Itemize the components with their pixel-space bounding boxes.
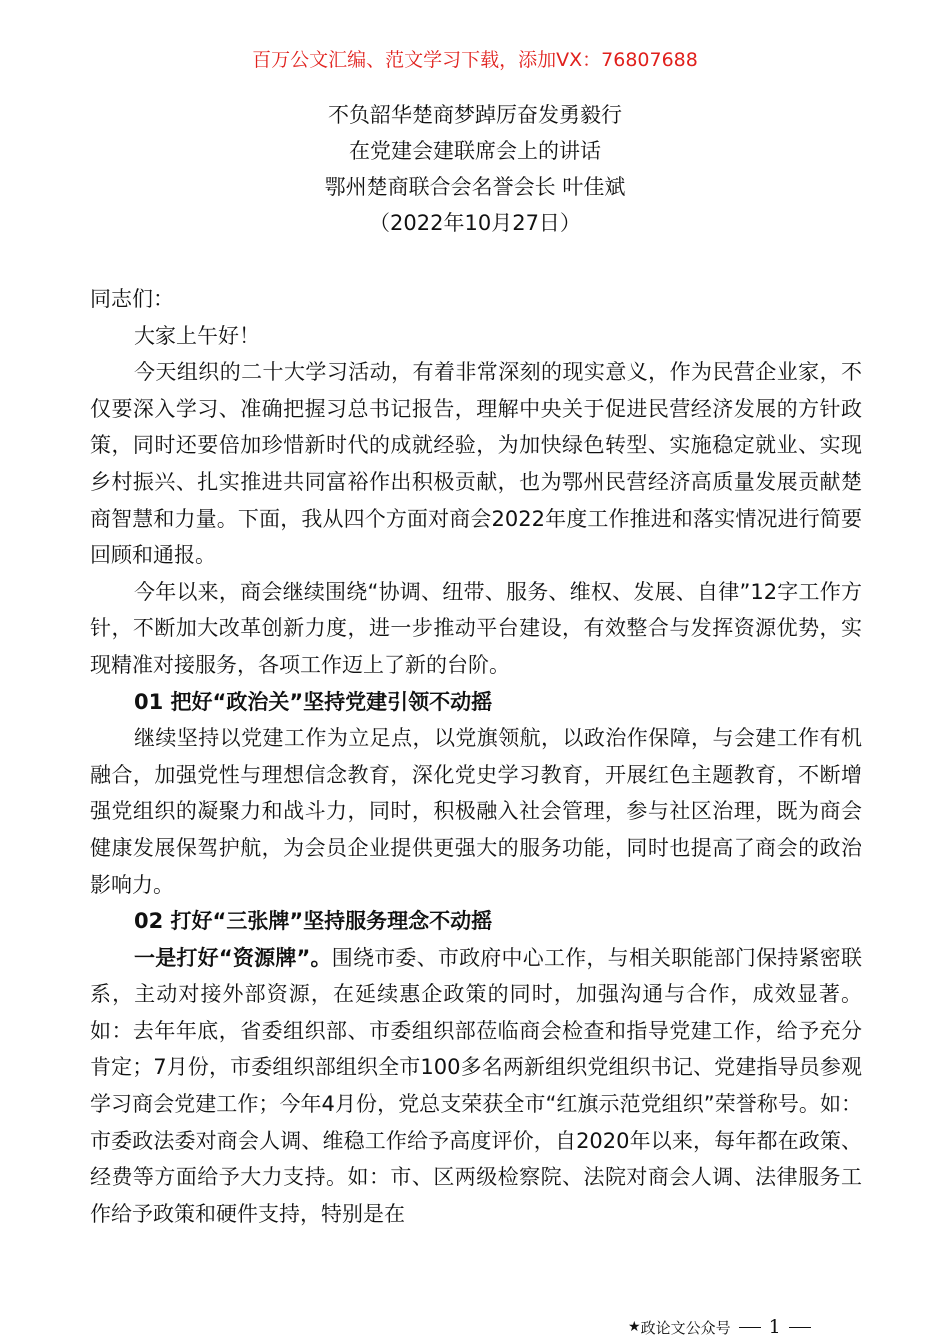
section-heading-01: 01 把好“政治关”坚持党建引领不动摇 bbox=[134, 689, 493, 714]
speech-date: （2022年10月27日） bbox=[369, 211, 581, 235]
speaker-line: 鄂州楚商联合会名誉会长 叶佳斌 bbox=[324, 175, 626, 199]
speech-title: 不负韶华楚商梦踔厉奋发勇毅行 bbox=[328, 103, 622, 127]
greeting: 大家上午好！ bbox=[134, 323, 260, 348]
star-icon: ★ bbox=[628, 1319, 641, 1335]
paragraph-resources bbox=[90, 940, 862, 1233]
paragraph-lead: 一是打好“资源牌”。 bbox=[134, 945, 332, 970]
paragraph-resources-text: 围绕市委、市政府中心工作，与相关职能部门保持紧密联系，主动对接外部资源，在延续惠企政策的同时，加强沟通与合作，成效显著。如：去年年底，省委组织部、市委组织部莅临商会检查和指导党建工作，给予充分肯定；7月份，市委组织部组织全市100多名两新组织党组织书记、党建指导员参观学习商会党建工作；今年4月份，党总支荣获全市“红旗示范党组织”荣誉称号。如：市委政法委对商会人调、维稳工作给予高度评价，自2020年以来，每年都在政策、经费等方面给予大力支持。如：市、区两级检察院、法院对商会人调、法律服务工作给予政策和硬件支持，特别是在 bbox=[90, 945, 862, 1226]
title-block bbox=[0, 97, 950, 241]
paragraph-intro: 今天组织的二十大学习活动，有着非常深刻的现实意义，作为民营企业家，不仅要深入学习、准确把握习总书记报告，理解中央关于促进民营经济发展的方针政策，同时还要倍加珍惜新时代的成就经验，为加快绿色转型、实施稳定就业、实现乡村振兴、扎实推进共同富裕作出积极贡献，也为鄂州民营经济高质量发展贡献楚商智慧和力量。下面，我从四个方面对商会2022年度工作推进和落实情况进行简要回顾和通报。 bbox=[90, 360, 862, 568]
footer-dash-right bbox=[789, 1327, 811, 1328]
speech-subtitle: 在党建会建联席会上的讲话 bbox=[349, 139, 601, 163]
speech-body bbox=[90, 281, 862, 1232]
footer-source: 政论文公众号 bbox=[640, 1318, 731, 1337]
section-heading-02: 02 打好“三张牌”坚持服务理念不动摇 bbox=[134, 909, 493, 934]
footer-dash-left bbox=[739, 1327, 761, 1328]
page-footer bbox=[628, 1313, 819, 1341]
paragraph-overview: 今年以来，商会继续围绕“协调、纽带、服务、维权、发展、自律”12字工作方针，不断加大改革创新力度，进一步推动平台建设，有效整合与发挥资源优势，实现精准对接服务，各项工作迈上了新的台阶。 bbox=[90, 579, 862, 677]
watermark-banner: 百万公文汇编、范文学习下载，添加VX：76807688 bbox=[252, 49, 698, 71]
paragraph-party-building: 继续坚持以党建工作为立足点，以党旗领航，以政治作保障，与会建工作有机融合，加强党性与理想信念教育，深化党史学习教育，开展红色主题教育，不断增强党组织的凝聚力和战斗力，同时，积极融入社会管理，参与社区治理，既为商会健康发展保驾护航，为会员企业提供更强大的服务功能，同时也提高了商会的政治影响力。 bbox=[90, 726, 862, 897]
page-number: 1 bbox=[768, 1316, 781, 1338]
salutation: 同志们： bbox=[90, 287, 174, 311]
